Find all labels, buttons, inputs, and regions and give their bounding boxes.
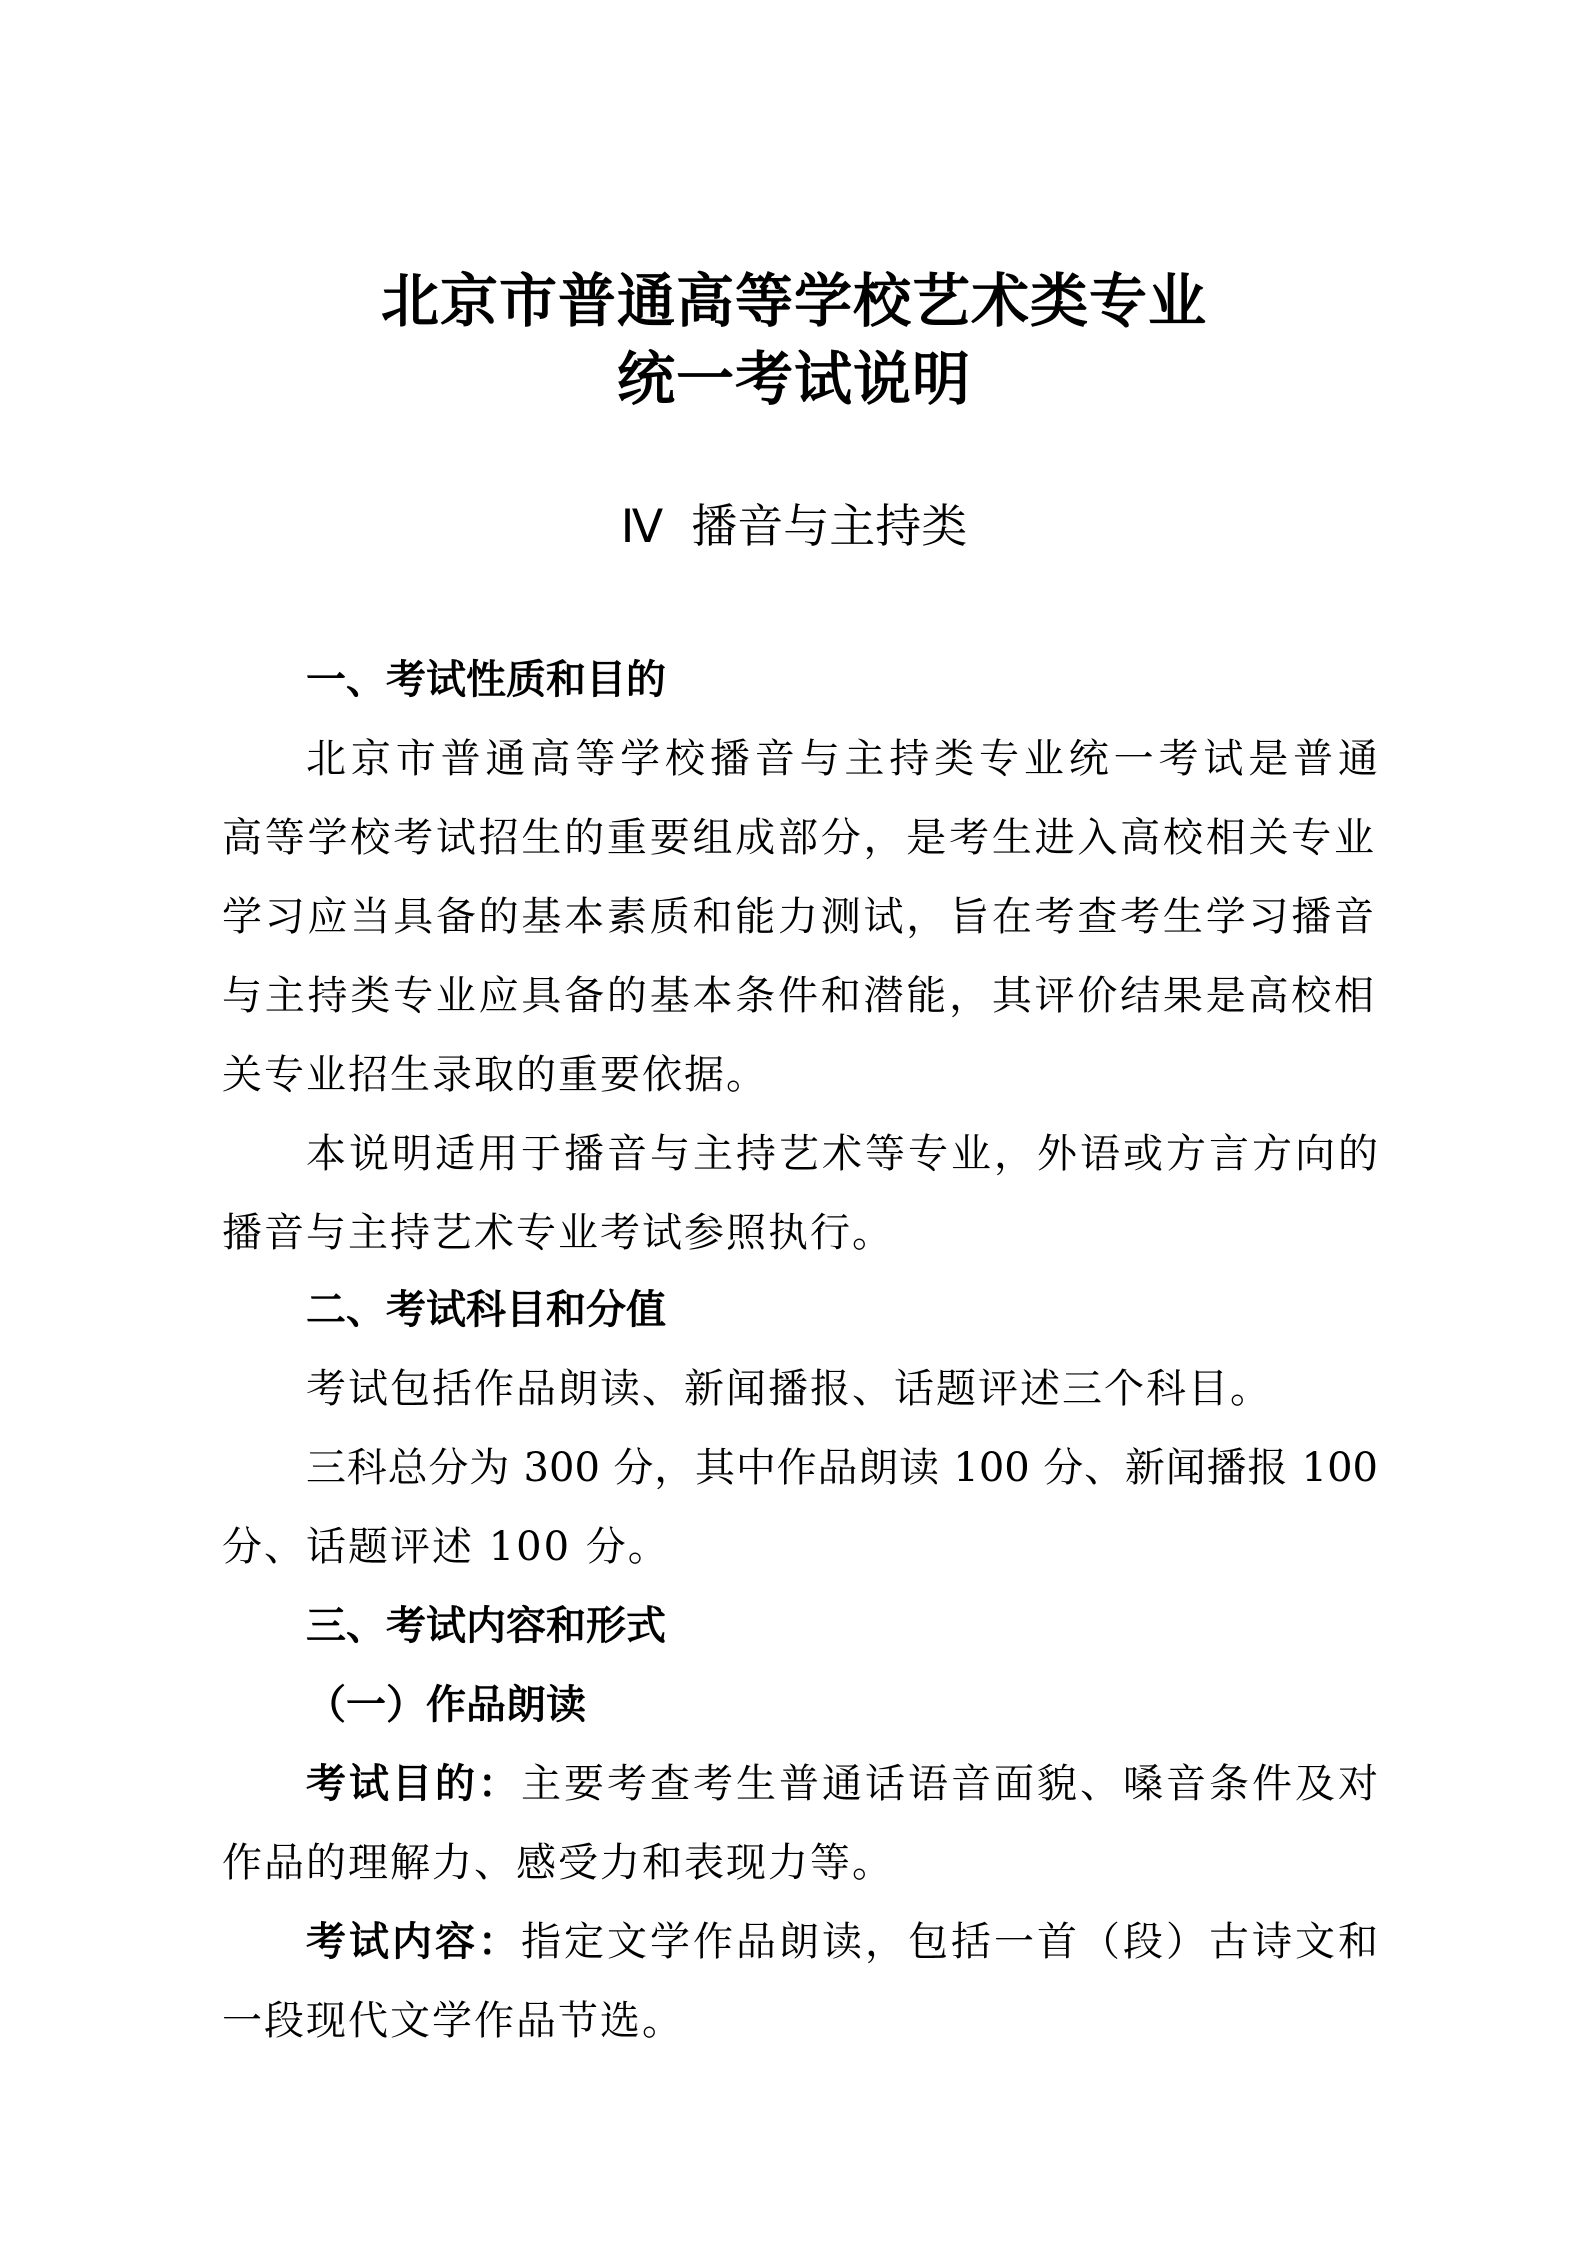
- category-name: 播音与主持类: [691, 499, 968, 553]
- paragraph-line: 北京市普通高等学校播音与主持类专业统一考试是普通: [306, 736, 1378, 782]
- paragraph-line-content: [306, 1914, 1378, 1970]
- paragraph-line: 作品的理解力、感受力和表现力等。: [222, 1840, 894, 1886]
- subsection-heading-1: （一）作品朗读: [306, 1682, 586, 1728]
- paragraph-line: 一段现代文学作品节选。: [222, 1998, 684, 2044]
- paragraph-line: 三科总分为 300 分，其中作品朗读 100 分、新闻播报 100: [306, 1445, 1378, 1491]
- section-heading-3: 三、考试内容和形式: [306, 1603, 666, 1649]
- category-subtitle: [0, 496, 1588, 557]
- paragraph-line: 高等学校考试招生的重要组成部分，是考生进入高校相关专业: [222, 815, 1374, 861]
- category-number: Ⅳ: [620, 501, 664, 552]
- paragraph-line: 关专业招生录取的重要依据。: [222, 1052, 768, 1098]
- purpose-label: 考试目的：: [306, 1761, 521, 1807]
- paragraph-line: 本说明适用于播音与主持艺术等专业，外语或方言方向的: [306, 1131, 1378, 1177]
- document-title-line1: 北京市普通高等学校艺术类专业: [380, 267, 1207, 335]
- paragraph-line: 播音与主持艺术专业考试参照执行。: [222, 1210, 894, 1256]
- paragraph-line: 与主持类专业应具备的基本条件和潜能，其评价结果是高校相: [222, 973, 1374, 1019]
- paragraph-line-purpose: [306, 1756, 1378, 1812]
- content-label: 考试内容：: [306, 1919, 521, 1965]
- paragraph-line: 考试包括作品朗读、新闻播报、话题评述三个科目。: [306, 1366, 1272, 1412]
- document-title-line2: 统一考试说明: [616, 345, 971, 413]
- paragraph-line: 分、话题评述 100 分。: [222, 1524, 670, 1570]
- section-heading-2: 二、考试科目和分值: [306, 1287, 666, 1333]
- content-text: 指定文学作品朗读，包括一首（段）古诗文和: [521, 1919, 1378, 1965]
- section-heading-1: 一、考试性质和目的: [306, 657, 666, 703]
- purpose-text: 主要考查考生普通话语音面貌、嗓音条件及对: [521, 1761, 1378, 1807]
- paragraph-line: 学习应当具备的基本素质和能力测试，旨在考查考生学习播音: [222, 894, 1374, 940]
